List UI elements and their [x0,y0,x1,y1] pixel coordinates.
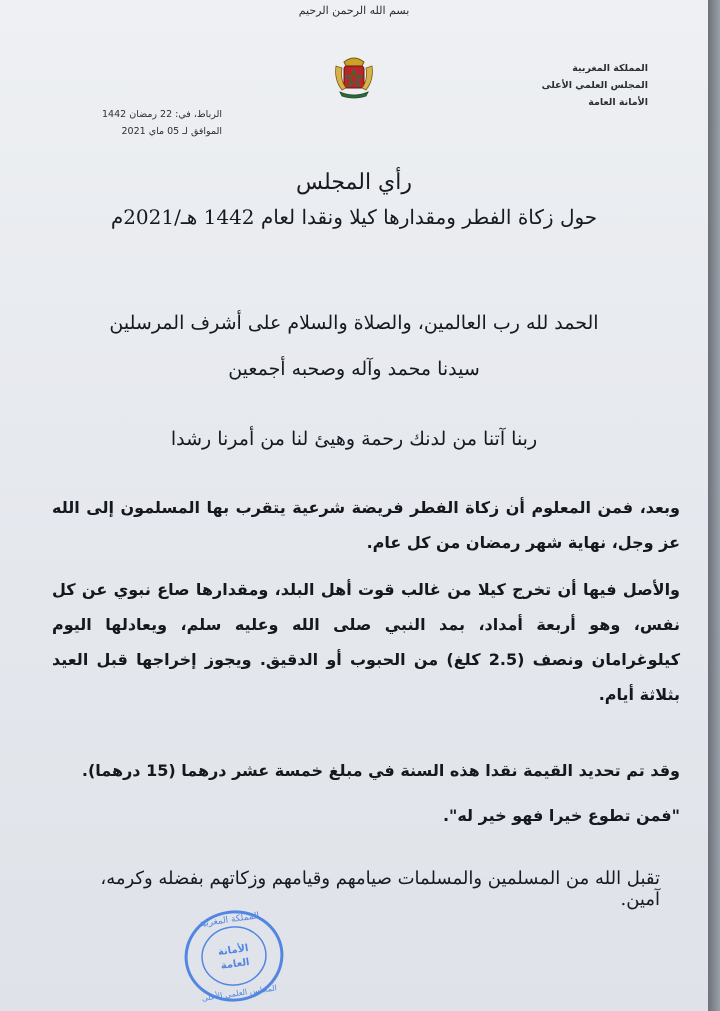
salutation-line-1: الحمد لله رب العالمين، والصلاة والسلام على أشرف المرسلين [109,312,599,334]
moroccan-coat-of-arms-icon [330,52,378,100]
document-subtitle: حول زكاة الفطر ومقدارها كيلا ونقدا لعام 1442 هـ/2021م [110,205,598,229]
paragraph-value: وقد تم تحديد القيمة نقدا هذه السنة في مبلغ خمسة عشر درهما (15 درهما). [81,761,680,780]
closing-prayer: تقبل الله من المسلمين والمسلمات صيامهم وقيامهم وزكاتهم بفضله وكرمه، آمين. [100,868,660,910]
official-round-stamp-icon [180,906,288,1006]
organization-header [488,60,648,111]
stamp-center-line-1: الأمانة [217,942,250,959]
date-gregorian: الموافق لـ 05 ماي 2021 [121,126,222,137]
date-header [82,106,222,140]
stamp-center-line-2: العامة [220,956,251,972]
date-hijri: الرباط، في: 22 رمضان 1442 [102,109,222,120]
page-edge-shadow [708,0,720,1011]
supplication: ربنا آتنا من لدنك رحمة وهيئ لنا من أمرنا رشدا [170,428,538,450]
document-title: رأي المجلس [295,170,412,195]
org-line-kingdom: المملكة المغربية [572,63,648,74]
stamp-bottom-text: المجلس العلمي الأعلى [201,983,278,1003]
org-line-council: المجلس العلمي الأعلى [541,80,648,91]
salutation-line-2: سيدنا محمد وآله وصحبه أجمعين [228,358,480,380]
stamp-ring-text: المملكة المغربية [198,911,260,930]
basmala: بسم الله الرحمن الرحيم [298,4,410,17]
paragraph-rule: والأصل فيها أن تخرج كيلا من غالب قوت أهل البلد، ومقدارها صاع نبوي عن كل نفس، وهو أربعة أمداد، بمد النبي صلى الله وعليه سلم، ويعادلها اليوم كيلوغرامان ونصف (2.5 كلغ) من الحبوب أو الدقيق. ويجوز إخراجها قبل العيد بثلاثة أيام. [52,580,681,704]
paragraph-intro: وبعد، فمن المعلوم أن زكاة الفطر فريضة شرعية يتقرب بها المسلمون إلى الله عز وجل، نهاية شهر رمضان من كل عام. [52,498,680,552]
paragraph-quote: "فمن تطوع خيرا فهو خير له". [442,806,680,825]
org-line-secretariat: الأمانة العامة [588,97,648,108]
